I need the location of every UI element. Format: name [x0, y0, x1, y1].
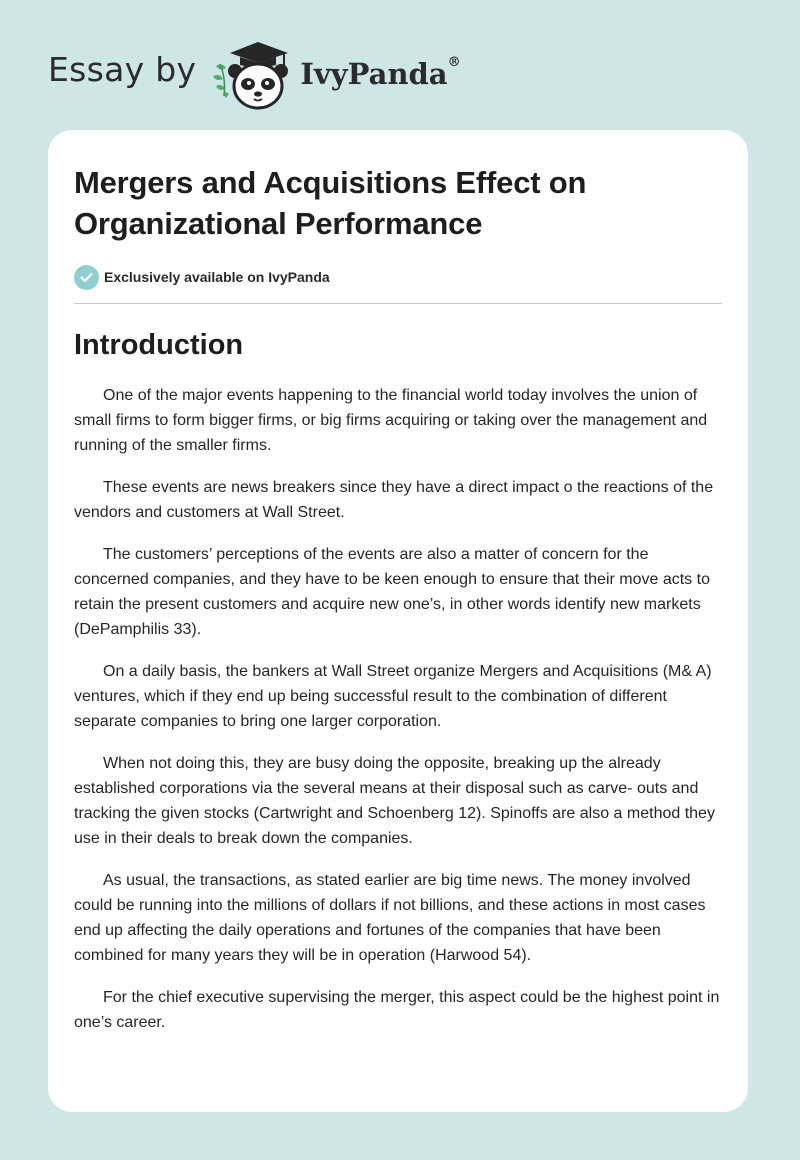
check-icon: [74, 265, 99, 290]
brand-name[interactable]: [300, 57, 460, 91]
exclusive-badge: [74, 264, 722, 290]
title-line-1: Mergers and Acquisitions Effect on: [74, 165, 587, 200]
title-line-2: Organizational Performance: [74, 206, 483, 241]
paragraph: For the chief executive supervising the merger, this aspect could be the highest point in one’s career.: [74, 989, 720, 1031]
paragraph: One of the major events happening to the financial world today involves the union of small firms to form bigger firms, or big firms acquiring or taking over the management and running of the smaller firms.: [74, 387, 708, 454]
site-header: [48, 34, 461, 114]
article-body: [74, 383, 722, 1035]
paragraph: The customers’ perceptions of the events are also a matter of concern for the concerned companies, and they have to be keen enough to ensure that their move acts to retain the present customers and acquire new one’s, in other words identify new markets (DePamphilis 33).: [74, 546, 710, 638]
essay-card: [48, 130, 748, 1112]
paragraph: On a daily basis, the bankers at Wall Street organize Mergers and Acquisitions (M& A) ventures, which if they end up being successful result to the combination of different separate companies to bring one larger corporation.: [74, 663, 712, 730]
divider: [74, 303, 722, 304]
panda-graduate-icon: [210, 36, 294, 112]
essay-by-label: Essay by: [48, 49, 197, 89]
paragraph: When not doing this, they are busy doing the opposite, breaking up the already established corporations via the several means at their disposal such as carve- outs and tracking the given stocks (Cartwright and Schoenberg 12). Spinoffs are also a method they use in their deals to break down the companies.: [74, 755, 715, 847]
registered-mark: ®: [447, 55, 461, 70]
brand-text: IvyPanda: [300, 57, 448, 91]
paragraph: As usual, the transactions, as stated earlier are big time news. The money involved could be running into the millions of dollars if not billions, and these actions in most cases end up affecting the daily operations and fortunes of the companies that have been combined for many years they will be in operation (Harwood 54).: [74, 872, 706, 964]
paragraph: These events are news breakers since they have a direct impact o the reactions of the vendors and customers at Wall Street.: [74, 479, 714, 521]
exclusive-label: Exclusively available on IvyPanda: [104, 269, 330, 285]
section-heading: Introduction: [74, 329, 244, 361]
page-title: [74, 162, 722, 244]
